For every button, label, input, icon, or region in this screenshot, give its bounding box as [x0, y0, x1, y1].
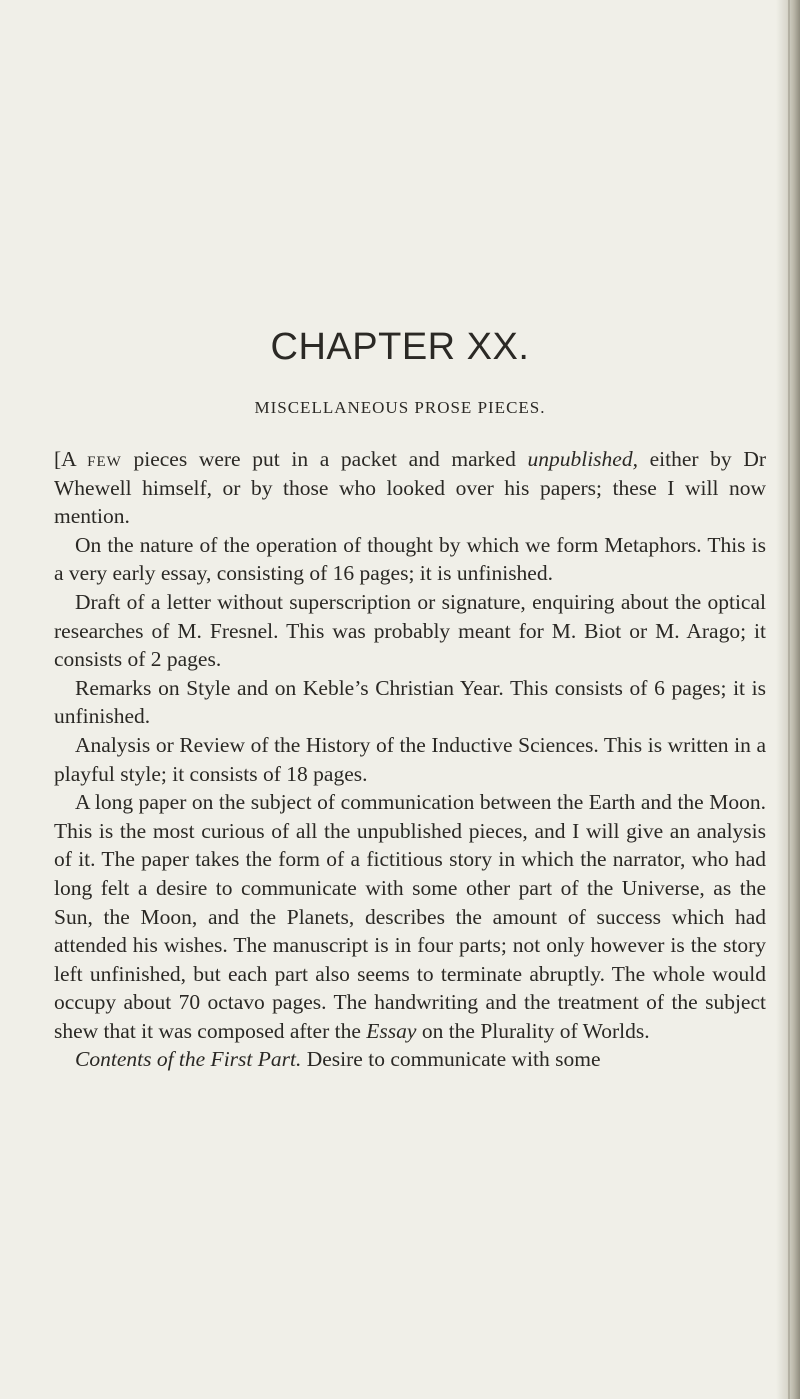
- intro-text-b: either by Dr Whewell himself, or by those who looked over his papers; these I will now mention.: [54, 447, 767, 529]
- paragraph-first-part: [54, 1045, 766, 1074]
- earth-moon-text-a: A long paper on the subject of communication between the Earth and the Moon. This is the most curious of all the unpublished pieces, and I will give an analysis of it. The paper takes the form of a fictitious story in which the narrator, who had long felt a desire to communicate with some other part of the Universe, as the Sun, the Moon, and the Planets, describes the amount of success which had attended his wishes. The manuscript is in four parts; not only however is the story left unfinished, but each part also seems to terminate abruptly. The whole would occupy about 70 octavo pages. The handwriting and the treatment of the subject shew that it was composed after the: [54, 790, 766, 1043]
- earth-moon-text-b: on the Plurality of Worlds.: [416, 1018, 650, 1043]
- intro-italic: unpublished,: [527, 447, 638, 471]
- page-edge-line: [788, 0, 790, 1399]
- intro-small-caps: few: [87, 447, 122, 471]
- intro-text-a: pieces were put in a packet and marked: [121, 447, 528, 471]
- earth-moon-italic: Essay: [366, 1018, 417, 1043]
- paragraph-metaphors: On the nature of the operation of thought by which we form Metaphors. This is a very early essay, consisting of 16 pages; it is unfinished.: [54, 532, 766, 586]
- paragraph-inductive-sciences: Analysis or Review of the History of the Inductive Sciences. This is written in a playful style; it consists of 18 pages.: [54, 732, 766, 786]
- first-part-text: Desire to communicate with some: [301, 1047, 601, 1072]
- paragraph-intro: [54, 445, 766, 531]
- intro-lead: [A: [54, 447, 88, 471]
- chapter-title: CHAPTER XX.: [270, 326, 530, 368]
- first-part-italic: Contents of the First Part.: [75, 1047, 302, 1072]
- paragraph-keble: Remarks on Style and on Keble’s Christian Year. This consists of 6 pages; it is unfinished.: [54, 675, 766, 729]
- body-text: [54, 445, 766, 1074]
- paragraph-earth-moon: [54, 788, 766, 1045]
- section-title: MISCELLANEOUS PROSE PIECES.: [254, 398, 546, 417]
- paragraph-fresnel-letter: Draft of a letter without superscription or signature, enquiring about the optical researches of M. Fresnel. This was probably meant for M. Biot or M. Arago; it consists of 2 pages.: [54, 589, 766, 672]
